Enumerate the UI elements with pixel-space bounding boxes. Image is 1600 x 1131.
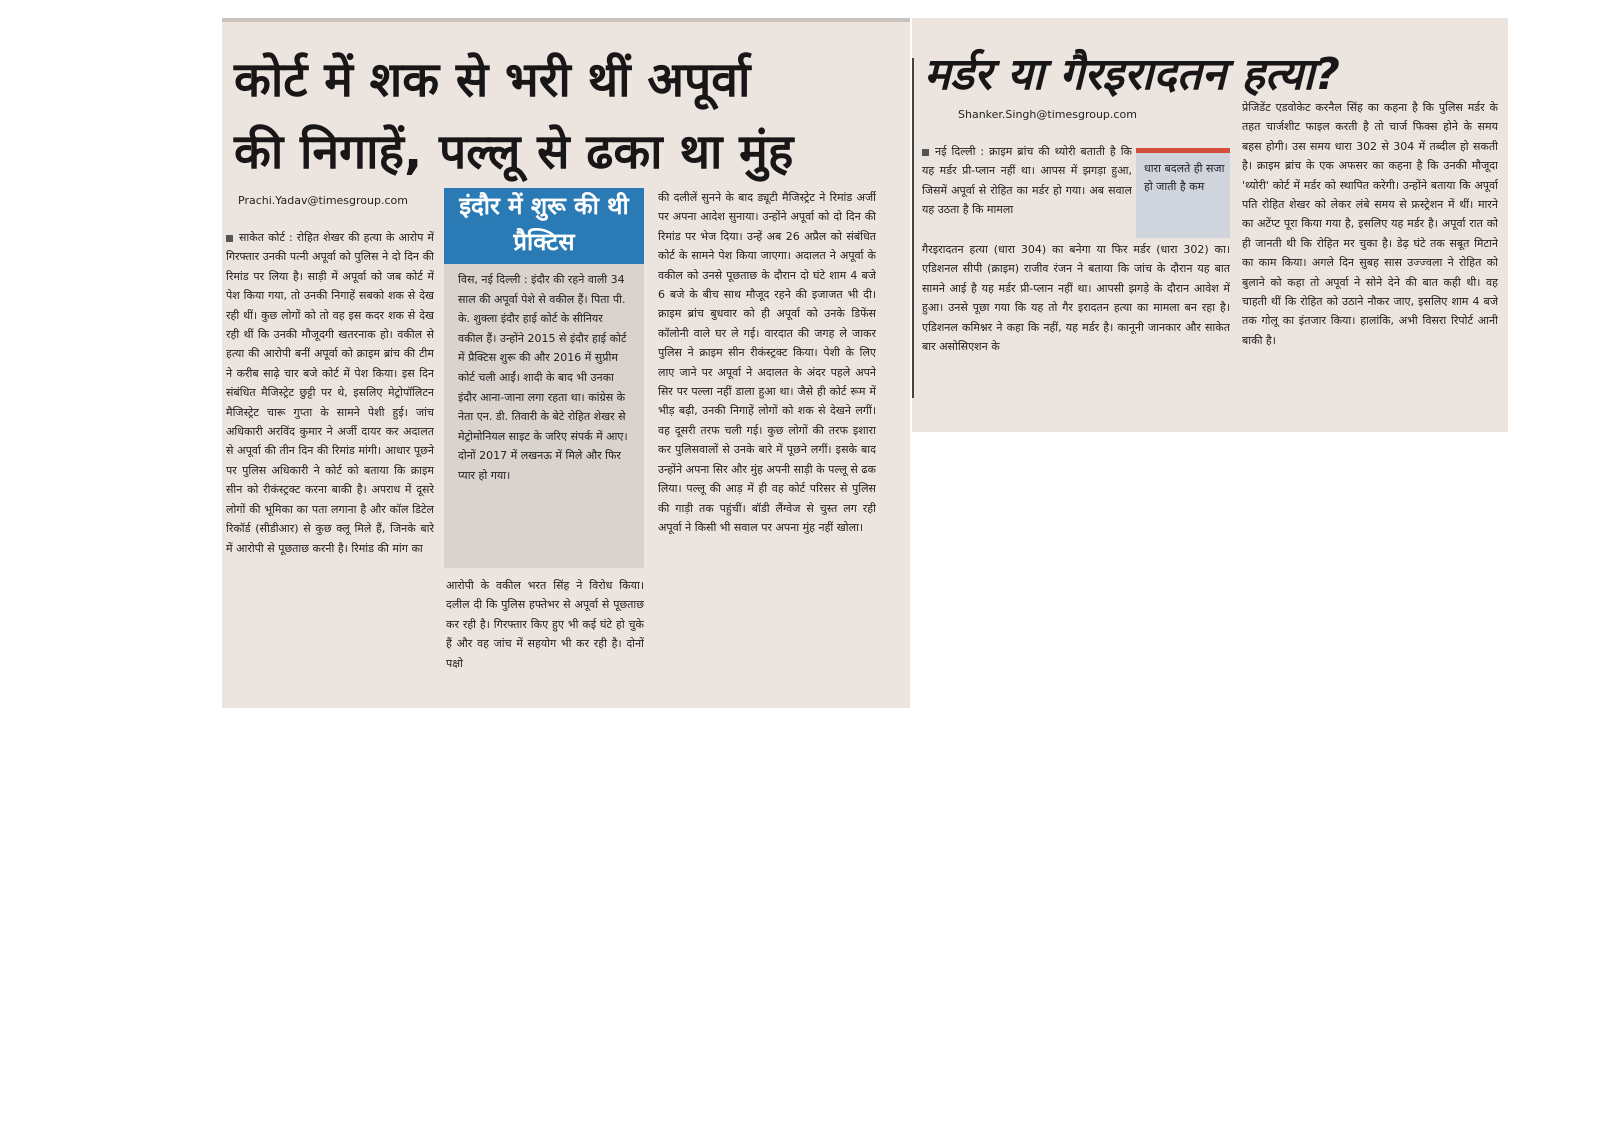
left-article-clipping [222,18,910,708]
headline-line-1: कोर्ट में शक से भरी थीं अपूर्वा [234,52,751,108]
bullet-square-icon [922,149,929,156]
column-divider [912,58,914,398]
pull-quote-text: धारा बदलते ही सजा हो जाती है कम [1144,162,1225,193]
sidebar-box [444,188,644,568]
pull-quote-accent [1136,148,1230,153]
sidebar-box-body: विस, नई दिल्ली : इंदौर की रहने वाली 34 साल की अपूर्वा पेशे से वकील हैं। पिता पी. के. शुक्ला इंदौर हाई कोर्ट के सीनियर वकील हैं। उन्होंने 2015 से इंदौर हाई कोर्ट में प्रैक्टिस शुरू की और 2016 में सुप्रीम कोर्ट चली आईं। शादी के बाद भी उनका इंदौर आना-जाना लगा रहता था। कांग्रेस के नेता एन. डी. तिवारी के बेटे रोहित शेखर से मेट्रोमोनियल साइट के जरिए संपर्क में आए। दोनों 2017 में लखनऊ में मिले और फिर प्यार हो गया। [458,273,628,482]
top-rule [222,18,910,22]
right-article-column-2: प्रेजिडेंट एडवोकेट करनैल सिंह का कहना है कि पुलिस मर्डर के तहत चार्जशीट फाइल करती है तो चार्ज फिक्स होने के समय बहस होगी। उस समय धारा 302 से 304 में तब्दील हो सकती है। क्राइम ब्रांच के एक अफसर का कहना है कि उनकी मौजूदा 'थ्योरी' कोर्ट में मर्डर को स्थापित करेगी। उन्होंने बताया कि अपूर्वा पति रोहित शेखर को लेकर लंबे समय से फ्रस्ट्रेशन में थीं। मारने का अटेंप्ट पूरा किया गया है, इसलिए यह मर्डर है। अपूर्वा रात को ही जानती थी कि रोहित मर चुका है। डेढ़ घंटे तक सबूत मिटाने का काम किया। अगले दिन सुबह सास उज्ज्वला ने रोहित को बुलाने को कहा तो अपूर्वा ने सोने देने की बात कही थी। वह चाहती थीं कि रोहित को उठाने नौकर जाए, इसलिए शाम 4 बजे तक गोलू का इंतजार किया। हालांकि, अभी विसरा रिपोर्ट आनी बाकी है। [1242,101,1498,347]
left-article-column-3: की दलीलें सुनने के बाद ड्यूटी मैजिस्ट्रेट ने रिमांड अर्जी पर अपना आदेश सुनाया। उन्होंने अपूर्वा को दो दिन की रिमांड पर भेज दिया। उन्हें अब 26 अप्रैल को संबंधित कोर्ट के सामने पेश किया जाएगा। अदालत ने अपूर्वा के वकील को उनसे पूछताछ के दौरान दो घंटे शाम 4 बजे 6 बजे के बीच साथ मौजूद रहने की इजाजत भी दी। क्राइम ब्रांच बुधवार को ही अपूर्वा को उनके डिफेंस कॉलोनी वाले घर ले गई। वारदात की जगह ले जाकर पुलिस ने क्राइम सीन रीकंस्ट्रक्ट किया। पेशी के लिए लाए जाने पर अपूर्वा ने अदालत के अंदर पहले अपने सिर पर पल्ला नहीं डाला हुआ था। जैसे ही कोर्ट रूम में भीड़ बढ़ी, उनकी निगाहें लोगों को शक से देखने लगीं। वह दूसरी तरफ चली गई। कुछ लोगों की तरफ इशारा कर पुलिसवालों से उनके बारे में पूछने लगीं। इसके बाद उन्होंने अपना सिर और मुंह अपनी साड़ी के पल्लू से ढक लिया। पल्लू की आड़ में ही वह कोर्ट परिसर से पुलिस की गाड़ी तक पहुंचीं। बॉडी लैंग्वेज से चुस्त लग रही अपूर्वा ने किसी भी सवाल पर अपना मुंह नहीं खोला। [658,191,876,534]
left-col1-text: साकेत कोर्ट : रोहित शेखर की हत्या के आरोप में गिरफ्तार उनकी पत्नी अपूर्वा को पुलिस ने दो दिन की रिमांड पर लिया है। साड़ी में अपूर्वा को जब कोर्ट में पेश किया गया, तो उनकी निगाहें सबको शक से देख रही थीं। कुछ लोगों को तो वह इस कदर शक से देख रही थीं कि उनकी मौजूदगी खतरनाक हो। वकील से हत्या की आरोपी बनीं अपूर्वा को क्राइम ब्रांच की टीम ने करीब साढ़े चार बजे कोर्ट में पेश किया। इस दिन संबंधित मैजिस्ट्रेट छुट्टी पर थे, इसलिए मेट्रोपॉलिटन मैजिस्ट्रेट चारू गुप्ता के सामने पेशी हुई। जांच अधिकारी अरविंद कुमार ने अर्जी दायर कर अदालत से अपूर्वा की तीन दिन की रिमांड मांगी। आधार पूछने पर पुलिस अधिकारी ने कोर्ट को बताया कि क्राइम सीन को रीकंस्ट्रक्ट करना बाकी है। अपराध में दूसरे लोगों की भूमिका का पता लगाना है और कॉल डिटेल रिकॉर्ड (सीडीआर) से कुछ क्लू मिले हैं, जिनके बारे में आरोपी से पूछताछ करनी है। रिमांड की मांग का [226,231,434,555]
left-byline: Prachi.Yadav@timesgroup.com [238,194,408,207]
bullet-square-icon [226,235,233,242]
sidebar-box-title: इंदौर में शुरू की थी प्रैक्टिस [444,188,644,264]
right-article-clipping [912,18,1508,432]
pull-quote-box [1136,148,1230,238]
right-byline: Shanker.Singh@timesgroup.com [958,108,1137,121]
right-col1-top-text: नई दिल्ली : क्राइम ब्रांच की थ्योरी बताती है कि यह मर्डर प्री-प्लान नहीं था। आपस में झगड़ा हुआ, जिसमें अपूर्वा से रोहित का मर्डर हो गया। अब सवाल यह उठता है कि मामला [922,145,1132,217]
headline-line-2: की निगाहें, पल्लू से ढका था मुंह [234,124,794,180]
left-article-column-1 [226,228,434,698]
left-article-column-2-bottom: आरोपी के वकील भरत सिंह ने विरोध किया। दलील दी कि पुलिस हफ्तेभर से अपूर्वा से पूछताछ कर रही है। गिरफ्तार किए हुए भी कई घंटे हो चुके हैं और वह जांच में सहयोग भी कर रही है। दोनों पक्षो [446,579,644,670]
right-article-column-1-top [922,142,1132,238]
right-article-column-1-bottom: गैरइरादतन हत्या (धारा 304) का बनेगा या फिर मर्डर (धारा 302) का। एडिशनल सीपी (क्राइम) राजीव रंजन ने बताया कि जांच के दौरान यह बात सामने आई है यह मर्डर प्री-प्लान नहीं था। आपसी झगड़े के दौरान आवेश में हुआ। उनसे पूछा गया कि यह तो गैर इरादतन हत्या का मामला बन रहा है। एडिशनल कमिश्नर ने कहा कि नहीं, यह मर्डर है। कानूनी जानकार और साकेत बार असोसिएशन के [922,243,1230,354]
right-headline: मर्डर या गैरइरादतन हत्या? [924,49,1340,100]
